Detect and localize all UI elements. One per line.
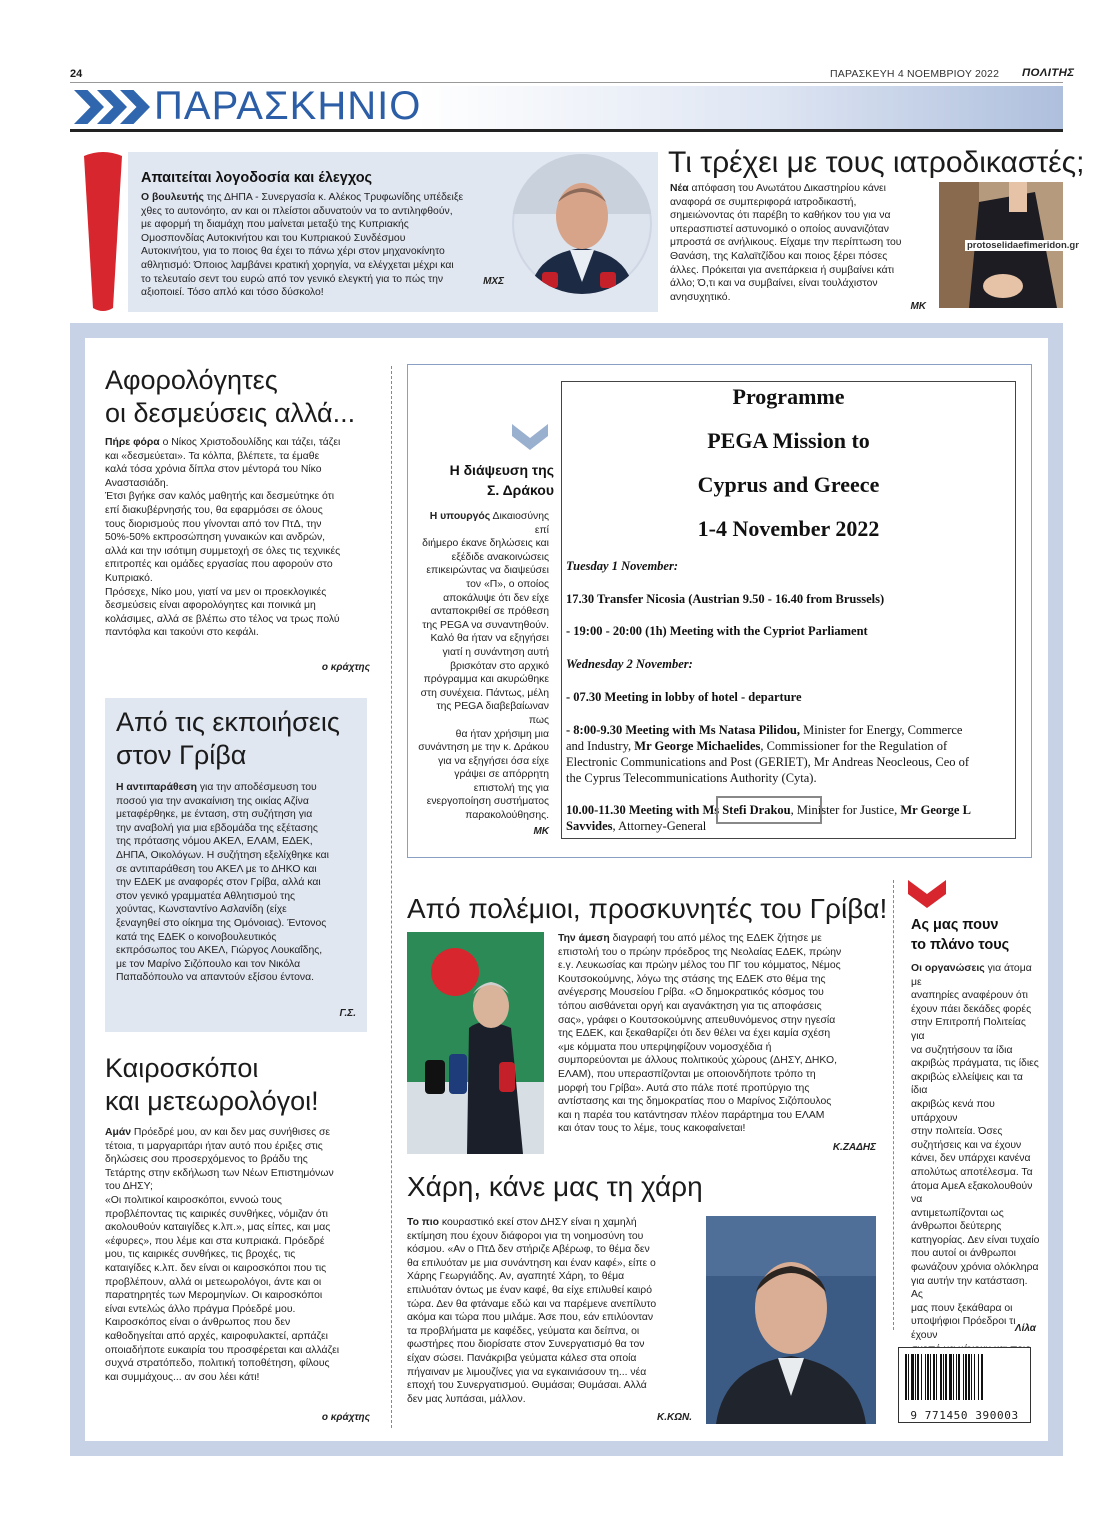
column-divider xyxy=(391,366,392,1428)
text-line: ακριβώς ελλείψεις και τα ίδια xyxy=(911,1071,1023,1097)
text-line: ΕΛΑΜ), που υπερασπίζονται με οποιονδήποτε τρόπο τη xyxy=(558,1068,816,1080)
text-line: είχαν σώσει. Πανάκριβα γεύματα κάλεσ στα οποία xyxy=(407,1352,637,1364)
barcode-bar xyxy=(915,1354,916,1400)
text-line: αθλητισμό: Όποιος λαμβάνει κρατική χορηγία, να ελέγχεται μέχρι και xyxy=(141,259,454,271)
text-line: κατηγορίας. Δεν είναι τυχαίο xyxy=(911,1234,1040,1246)
text-line: ακόμα και τώρα που μιλάμε. Άσε που, εάν επιλύονταν xyxy=(407,1312,654,1324)
text-line: αναπηρίες αναφέρουν ότι xyxy=(911,990,1028,1002)
headline-line: Αφορολόγητες xyxy=(105,365,278,395)
text-line: αναφορά σε συμπεριφορά ιατροδικαστή, xyxy=(670,196,857,208)
text-line: Παπαδόπουλο να απαντούν εξίσου έντονα. xyxy=(116,972,314,984)
text-line: Αυτοκινήτου, για το ποιος θα έχει το πάνω χέρι στον μηχανοκίνητο xyxy=(141,246,445,258)
text-line: «Οι πολιτικοί καιροσκόποι, εννοώ τους xyxy=(105,1194,282,1206)
pega-programme-document xyxy=(561,381,1016,839)
text-line: άλλες. Πρόκειται για ανεπάρκεια ή συμβαίνει κάτι xyxy=(670,264,895,276)
text-line: Ομοσπονδίας Αυτοκινήτου και του Κυπριακού Συνδέσμου xyxy=(141,232,406,244)
text-line: Πρόσεχε, Νίκο μου, γιατί να μεν οι προεκλογικές xyxy=(105,586,327,598)
barcode-bar xyxy=(958,1354,960,1400)
drakou-body xyxy=(418,510,549,823)
text-line: Κυπριακό. xyxy=(105,572,153,584)
text-line: δηλώσεις σου προσερχόμενος το βράδυ της xyxy=(105,1154,308,1166)
programme-item-3: - 07.30 Meeting in lobby of hotel - departure xyxy=(566,690,802,704)
programme-title xyxy=(562,375,1015,551)
text-line: τόπου αισθάνεται οργή και αγανάκτηση για τις αποφάσεις xyxy=(558,1000,822,1012)
drakou-signature: ΜΚ xyxy=(533,826,549,837)
headline-line: Καιροσκόποι xyxy=(105,1053,259,1083)
text-line: άνθρωποι δεύτερης xyxy=(911,1221,1002,1233)
barcode-bar xyxy=(981,1354,983,1400)
text-line: πρόγραμμα και ακυρώθηκε xyxy=(423,674,549,686)
text-line: αξιοποιεί. Τόσο απλό και τόσο δύσκολο! xyxy=(141,287,324,299)
text-line: γιατί η συνάντηση αυτή xyxy=(442,646,549,658)
programme-line: 10.00-11.30 Meeting with Ms Stefi Drakou, Minister for Justice, Mr George L xyxy=(566,803,971,817)
grivas-fans-signature: Κ.ΖΑΔΗΣ xyxy=(832,1142,876,1153)
opportunists-body xyxy=(105,1126,377,1384)
text-line: κάνει, δεν υπάρχει κανένα xyxy=(911,1153,1031,1165)
barcode-bar xyxy=(921,1354,922,1400)
text-line: και συμμάχους... αν σου λέει κάτι! xyxy=(105,1371,260,1383)
text-line: της PEGA να συναντηθούν. xyxy=(422,619,549,631)
text-line: φωστήρες που διορίσατε στον Συνεργατισμό θα τον xyxy=(407,1339,645,1351)
text-line: να συζητήσουν τα ίδια xyxy=(911,1044,1013,1056)
grivas-fans-body xyxy=(558,932,876,1136)
text-line: για αυτήν την κατάσταση. Ας xyxy=(911,1275,1028,1301)
text-line: ανησυχητικό. xyxy=(670,291,731,303)
text-line: με τον Μαρίνο Σιζόπουλο και τον Νικόλα xyxy=(116,958,301,970)
text-line: τώρα. Δεν θα φτάναμε εδώ και να παρέμενε ανεπίλυτο xyxy=(407,1298,657,1310)
text-line: συμπορεύονται με άλλους πολιτικούς χώρους (ΔΗΣΥ, ΔΗΚΟ, xyxy=(558,1055,837,1067)
programme-day-1: Tuesday 1 November: xyxy=(566,559,679,573)
barcode-bar xyxy=(978,1354,979,1400)
text-line: δεν μας λυπάσαι, μάλλον. xyxy=(407,1393,526,1405)
newspaper-brand: ΠΟΛΙΤΗΣ xyxy=(1022,67,1075,79)
text-line: χούντας, Κωνσταντίνο Ασλανίδη (είχε xyxy=(116,904,287,916)
text-line: μορφή του Γρίβα». Αυτά στο πάλε ποτέ προπύργιο της xyxy=(558,1082,810,1094)
text-line: την ΕΔΕΚ με αναφορές στον Γρίβα, αλλά και xyxy=(116,877,321,889)
text-line: ΔΗΠΑ, Οικολόγων. Η συζήτηση εξελίχθηκε και xyxy=(116,849,329,861)
text-line: 50%-50% εκπροσώπηση γυναικών και ανδρών, xyxy=(105,532,326,544)
watermark-text: protoselidaefimeridon.gr xyxy=(967,240,1079,251)
headline-line: το πλάνο τους xyxy=(911,937,1010,953)
section-rule xyxy=(70,129,1063,132)
text-line: επί διακυβέρνησής του, θα εφαρμόσει σε όλους xyxy=(105,504,323,516)
text-line: εποχή του Συνεργατισμού. Θυμάσαι; Θυμάσαι. Αλλά xyxy=(407,1380,647,1392)
koutsokoumnis-photo xyxy=(407,932,544,1154)
programme-line: - 8:00-9.30 Meeting with Ms Natasa Pilidou, Minister for Energy, Commerce xyxy=(566,723,963,737)
text-line: επιτροπές και ομάδες εργασίας που αφορούν στο xyxy=(105,559,333,571)
text-line: τον «Π», ο οποίος xyxy=(466,578,549,590)
programme-line: and Industry, Mr George Michaelides, Commissioner for the Regulation of xyxy=(566,739,948,753)
text-line: ποσού για την ανακαίνιση της οικίας Αζίνα xyxy=(116,795,309,807)
barcode-bar xyxy=(908,1354,909,1400)
text-line: απολύτως αποτέλεσμα. Τα xyxy=(911,1166,1033,1178)
text-line: Χάρης Γεωργιάδης. Αν, αγαπητέ Χάρη, το θέμα xyxy=(407,1271,625,1283)
text-line: υποψήφιοι Πρόεδροι τι έχουν xyxy=(911,1316,1016,1342)
text-line: Ο βουλευτής της ΔΗΠΑ - Συνεργασία κ. Αλέκος Τρυφωνίδης υπέδειξε xyxy=(141,192,464,203)
barcode-bar xyxy=(963,1354,964,1400)
text-line: είναι εντελώς άλλο πράγμα Πρόεδρέ μου. xyxy=(105,1303,296,1315)
portrait-image xyxy=(706,1216,876,1424)
barcode-bar xyxy=(927,1354,929,1400)
headline-line: Από τις εκποιήσεις xyxy=(116,707,340,737)
text-line: της PEGA διαβεβαίωναν πως xyxy=(436,701,549,726)
text-line: ακριβώς κενά που υπάρχουν xyxy=(911,1098,995,1124)
text-line: ακολουθούν καταιγίδες κ.λπ.», μας είπες, και μας xyxy=(105,1222,331,1234)
header-rule xyxy=(70,82,1063,83)
text-line: μπροστά σε ανήλικους. Είχαμε την περίπτωση του xyxy=(670,237,902,249)
text-line: μας πουν ξεκάθαρα οι xyxy=(911,1302,1013,1314)
text-line: Καιροσκόπος είναι ο άνθρωπος που δεν xyxy=(105,1317,291,1329)
text-line: ε.γ. Λευκωσίας και πρώην μέλος του ΠΓ του κόμματος, Νέμος xyxy=(558,960,841,972)
programme-title-line: PEGA Mission to xyxy=(707,428,870,453)
portrait-image xyxy=(512,154,652,294)
programme-day-2: Wednesday 2 November: xyxy=(566,657,693,671)
text-line: ξεναγηθεί στο οίκημα της Ομόνοιας). Έντονος xyxy=(116,917,327,929)
plan-headline xyxy=(911,915,1041,955)
grivas-house-signature: Γ.Σ. xyxy=(339,1008,356,1019)
barcode-bar xyxy=(936,1354,937,1400)
plan-signature: Λίλα xyxy=(1014,1323,1036,1334)
text-line: μου, τις καιρικές συνθήκες, τις βροχές, τις xyxy=(105,1249,296,1261)
text-line: αποκάλυψε ότι δεν είχε xyxy=(443,592,549,604)
barcode-bar xyxy=(905,1354,907,1400)
text-line: Πήρε φόρα ο Νίκος Χριστοδουλίδης και τάζει, τάζει xyxy=(105,437,341,448)
text-line: χθες το αυτονόητο, αν και οι πλείστοι αδυνατούν να το αντιληφθούν, xyxy=(141,205,453,217)
text-line: Αμάν Πρόεδρέ μου, αν και δεν μας συνήθισες σε xyxy=(105,1127,331,1138)
text-line: επιλυόταν όντως με έναν καφέ, θα είχε επιλυθεί καιρό xyxy=(407,1284,653,1296)
barcode-bar xyxy=(945,1354,947,1400)
text-line: και η παρέα του κατάντησαν πλέον παράρτημα του ΕΛΑΜ xyxy=(558,1109,825,1121)
text-line: Οι οργανώσεις για άτομα με xyxy=(911,963,1032,988)
text-line: κόσμου. «Αν ο ΠτΔ δεν στήριζε Αβέρωφ, το θέμα δεν xyxy=(407,1244,650,1256)
alert-headline: Απαιτείται λογοδοσία και έλεγχος xyxy=(141,170,373,186)
grivas-fans-headline: Από πολέμιοι, προσκυνητές του Γρίβα! xyxy=(407,893,888,924)
barcode-bar xyxy=(949,1354,952,1400)
judges-body xyxy=(670,182,940,304)
text-line: παντόφλα και τακούνι στο κεφάλι. xyxy=(105,627,259,639)
text-line: άλλο; Ό,τι και να συμβαίνει, είναι τουλάχιστον xyxy=(670,278,878,290)
text-line: κολάσιμες, αλλά σε βλέπω στο τέλος να τρως πολύ xyxy=(105,613,340,625)
text-line: «με κόμματα που υπερψηφίζουν νομοσχέδια ή xyxy=(558,1041,772,1053)
text-line: προβλέποντας τις καιρικές συνθήκες, νόμιζαν ότι xyxy=(105,1208,328,1220)
barcode-bars xyxy=(899,1348,1030,1404)
text-line: διήμερο έκανε δηλώσεις και xyxy=(422,538,549,550)
taxfree-signature: ο κράχτης xyxy=(321,662,370,673)
barcode-bar xyxy=(911,1354,914,1400)
text-line: το τελευταίο σεντ του ευρώ από τον γενικό ελεγκτή για το πώς την xyxy=(141,273,444,285)
text-line: με αφορμή τη διαμάχη που μαίνεται μεταξύ της Κυπριακής xyxy=(141,219,409,231)
barcode-bar xyxy=(917,1354,919,1400)
text-line: παρακολούθησης. xyxy=(465,810,549,822)
text-line: στην πολιτεία. Όσες xyxy=(911,1126,1003,1138)
text-line: συχνά στρατόπεδο, πολιτική τοποθέτηση, φίλους xyxy=(105,1358,330,1370)
text-line: του ΔΗΣΥ; xyxy=(105,1181,153,1193)
text-line: αντιμετωπίζονται ως xyxy=(911,1207,1004,1219)
text-line: Νέα απόφαση του Ανωτάτου Δικαστηρίου κάνει xyxy=(670,183,886,194)
text-line: γράψει σε απόρρητη xyxy=(454,769,549,781)
barcode-bar xyxy=(933,1354,935,1400)
text-line: εκτίμηση που έχουν διάφοροι για τη νοημοσύνη του xyxy=(407,1230,644,1242)
grivas-house-headline xyxy=(116,706,366,772)
text-line: καταιγίδες κ.λπ. δεν είναι οι καιροσκόποι που τις xyxy=(105,1262,327,1274)
barcode-bar xyxy=(965,1354,967,1400)
text-line: Κουτσοκούμνης, λόγω της στάσης της ΕΔΕΚ στο θέμα της xyxy=(558,973,826,985)
text-line: Την άμεση διαγραφή του από μέλος της ΕΔΕΚ ζήτησε με xyxy=(558,933,822,944)
text-line: της πρότασης νόμου ΑΚΕΛ, ΕΛΑΜ, ΕΔΕΚ, xyxy=(116,836,313,848)
text-line: σας», γράφει ο Κουτσοκούμνης απευθυνόμενος στην ηγεσία xyxy=(558,1014,836,1026)
text-line: τα προβλήματα με καφέδες, γεύματα και δείπνα, οι xyxy=(407,1325,640,1337)
text-line: φωνάζουν χρόνια ολόκληρα xyxy=(911,1262,1039,1274)
barcode-number: 9 771450 390003 xyxy=(910,1409,1019,1422)
judges-signature: ΜΚ xyxy=(910,301,926,312)
harris-body xyxy=(407,1216,697,1406)
georgiades-photo xyxy=(706,1216,876,1424)
barcode-bar xyxy=(971,1354,972,1400)
text-line: Έτσι βγήκε σαν καλός μαθητής και δεσμεύτηκε ότι xyxy=(105,491,335,503)
text-line: προβλέπουν, αλλά οι μετεωρολόγοι, άντε και οι xyxy=(105,1276,322,1288)
text-line: ενεργοποίηση συστήματος xyxy=(426,796,549,808)
text-line: παρατηρητές των Μερομηνίων. Οι καιροσκόποι xyxy=(105,1290,323,1302)
text-line: σε αντιπαράθεση του ΑΚΕΛ με το ΔΗΚΟ και xyxy=(116,863,317,875)
politician-photo xyxy=(512,154,652,294)
chevron-down-icon xyxy=(908,880,946,908)
text-line: στη συνέχεια. Πάντως, μέλη xyxy=(420,687,549,699)
text-line: τέτοια, τι μαργαριτάρι ήταν αυτό που έριξες στις xyxy=(105,1140,323,1152)
column-divider xyxy=(893,880,894,1330)
page-number: 24 xyxy=(70,68,83,80)
programme-item-1: 17.30 Transfer Nicosia (Austrian 9.50 - 16.40 from Brussels) xyxy=(566,592,885,606)
text-line: υπερασπιστεί αστυνομικό ο οποίος αυνανιζόταν xyxy=(670,223,889,235)
text-line: οποιαδήποτε ευκαιρία του προσφέρεται και αλλάζει xyxy=(105,1344,340,1356)
alert-signature: ΜΧΣ xyxy=(483,276,504,287)
programme-line: Savvides, Attorney-General xyxy=(566,819,707,833)
opportunists-headline xyxy=(105,1052,385,1118)
text-line: θα ήταν χρήσιμη μια xyxy=(455,728,549,740)
text-line: «έφυρες», που λέμε και στα κυπριακά. Πρόεδρέ xyxy=(105,1235,325,1247)
programme-title-line: 1-4 November 2022 xyxy=(697,516,880,541)
barcode-bar xyxy=(974,1354,975,1400)
barcode-bar xyxy=(956,1354,957,1400)
grivas-house-body xyxy=(116,781,364,985)
chevron-down-icon xyxy=(512,424,548,450)
opportunists-signature: ο κράχτης xyxy=(321,1412,370,1423)
section-title: ΠΑΡΑΣΚΗΝΙΟ xyxy=(154,84,422,128)
text-line: Θανάση, της Καλαϊτζίδου και ποιος ξέρει πόσες xyxy=(670,250,888,262)
text-line: αντίστασης και της δημοκρατίας που ο Μαρίνος Σιζόπουλος xyxy=(558,1096,832,1108)
text-line: Η αντιπαράθεση για την αποδέσμευση του xyxy=(116,782,317,793)
text-line: στον γενικό γραμματέα Αθλητισμού της xyxy=(116,890,295,902)
programme-line: Electronic Communications and Post (GERIET), Mr Andreas Neocleous, Ceo of xyxy=(566,755,970,769)
text-line: τους διορισμούς που γίνονται από τον ΠτΔ, την xyxy=(105,518,322,530)
text-line: συνάντηση με την κ. Δράκου xyxy=(418,742,549,754)
text-line: κατά της ΕΔΕΚ ο κοινοβουλευτικός xyxy=(116,931,277,943)
text-line: καλά τόσα χρόνια δίπλα στον μέντορά του Νίκο xyxy=(105,464,322,476)
text-line: άτομα ΑμεΑ εξακολουθούν να xyxy=(911,1180,1033,1206)
drakou-headline xyxy=(418,460,554,500)
text-line: εξέδιδε ανακοινώσεις xyxy=(451,551,549,563)
text-line: εκπρόσωπος του ΑΚΕΛ, Γιώργος Λουκαΐδης, xyxy=(116,945,323,957)
text-line: και «δεσμεύεται». Τα κόλπα, βλέπετε, τα έμαθε xyxy=(105,450,320,462)
text-line: ακριβώς πράγματα, τις ίδιες xyxy=(911,1058,1039,1070)
programme-title-line: Programme xyxy=(732,384,845,409)
harris-signature: Κ.ΚΩΝ. xyxy=(656,1412,692,1423)
barcode-bar xyxy=(943,1354,944,1400)
text-line: αλλά και την ισότιμη συμμετοχή σε όλες τις τεχνικές xyxy=(105,545,341,557)
headline-line: και μετεωρολόγοι! xyxy=(105,1086,319,1116)
text-line: Καλό θα ήταν να εξηγήσει xyxy=(430,633,549,645)
text-line: θα επιλυόταν με μια συνάντηση και έναν καφέ», είπε ο xyxy=(407,1257,656,1269)
text-line: Το πιο κουραστικό εκεί στον ΔΗΣΥ είναι η χαμηλή xyxy=(407,1217,637,1228)
text-line: μεταφέρθηκε, με ένταση, στη συζήτηση για xyxy=(116,809,313,821)
programme-line: the Cyprus Telecommunications Authority (Cyta). xyxy=(566,771,817,785)
text-line: και όταν τους το λέμε, τους κακοφαίνεται! xyxy=(558,1123,746,1135)
drakou-highlight-box xyxy=(716,796,822,824)
barcode-bar xyxy=(930,1354,931,1400)
barcode-bar xyxy=(940,1354,942,1400)
barcode-bar xyxy=(925,1354,926,1400)
harris-headline: Χάρη, κάνε μας τη χάρη xyxy=(407,1171,703,1202)
headline-line: Ας μας πουν xyxy=(911,917,999,933)
taxfree-headline xyxy=(105,364,385,430)
text-line: καθοδηγείται από αρχές, καιροφυλακτεί, αρπάζει xyxy=(105,1330,328,1342)
issue-date: ΠΑΡΑΣΚΕΥΗ 4 ΝΟΕΜΒΡΙΟΥ 2022 xyxy=(830,68,1000,80)
text-line: ανταποκριθεί σε πρόθεση xyxy=(430,606,549,618)
text-line: για να εξηγήσει όσα είχε xyxy=(438,755,549,767)
text-line: βρισκόταν στο αρχικό xyxy=(450,660,549,672)
barcode-bar xyxy=(953,1354,954,1400)
text-line: της ΕΔΕΚ, και ξεκαθαρίζει ότι δεν θέλει να έχει καμία σχέση xyxy=(558,1028,831,1040)
headline-line: στον Γρίβα xyxy=(116,740,247,770)
text-line: Η υπουργός Δικαιοσύνης επί xyxy=(429,511,549,536)
headline-line: Η διάψευση της xyxy=(449,462,554,478)
text-line: την αναβολή για μια εβδομάδα της εξέτασης xyxy=(116,822,318,834)
text-line: επιστολή του ο πρώην πρόεδρος της Νεολαίας ΕΔΕΚ, πρώην xyxy=(558,946,842,958)
text-line: πήγαιναν με λιμουζίνες για να εγκαινιάσουν τη... νέα xyxy=(407,1366,647,1378)
programme-item-2: - 19:00 - 20:00 (1h) Meeting with the Cypriot Parliament xyxy=(566,624,868,638)
barcode xyxy=(898,1347,1031,1423)
headline-line: οι δεσμεύσεις αλλά... xyxy=(105,398,356,428)
text-line: συζητήσεις και να έχουν xyxy=(911,1139,1022,1151)
text-line: στην Επιτροπή Πολιτείας για xyxy=(911,1017,1026,1042)
text-line: σημειώνοντας ότι παρέβη το καθήκον του για να xyxy=(670,210,891,222)
headline-line: Σ. Δράκου xyxy=(486,482,554,498)
text-line: που αυτοί οι άνθρωποι xyxy=(911,1248,1016,1260)
barcode-bar xyxy=(968,1354,970,1400)
text-line: επιστολή της για xyxy=(473,782,549,794)
programme-item-4 xyxy=(566,722,1012,786)
judges-headline: Τι τρέχει με τους ιατροδικαστές; xyxy=(668,146,1085,179)
text-line: Αναστασιάδη. xyxy=(105,477,169,489)
speaker-image xyxy=(407,932,544,1154)
text-line: έχουν πάει δεκάδες φορές xyxy=(911,1003,1032,1015)
programme-title-line: Cyprus and Greece xyxy=(697,472,880,497)
text-line: δεσμεύσεις είναι αφορολόγητες και ποινικά μη xyxy=(105,600,316,612)
text-line: ανέγερσης Μουσείου Γρίβα. «Ο δημοκρατικός κόσμος του xyxy=(558,987,824,999)
text-line: επικειρώντας να διαψεύσει xyxy=(426,565,549,577)
text-line: Τετάρτης στην εκδήλωση των Νέων Επιστημόνων xyxy=(105,1167,334,1179)
taxfree-body xyxy=(105,436,373,640)
